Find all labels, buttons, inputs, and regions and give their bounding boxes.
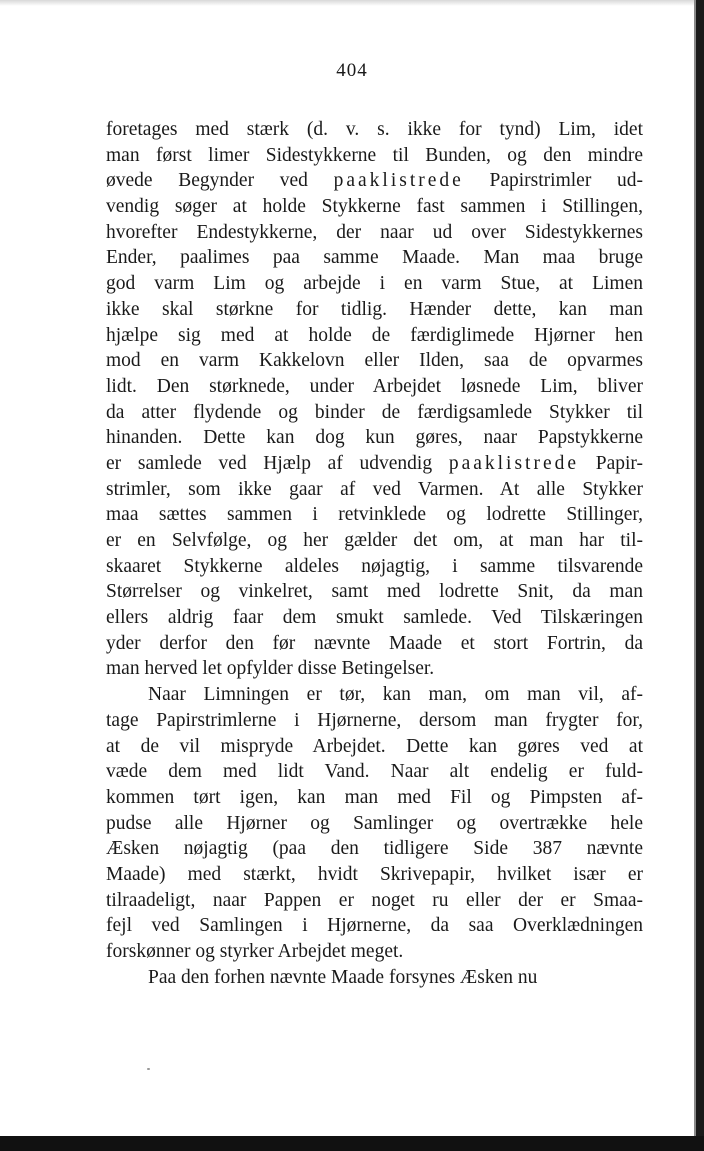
text-line: Naar Limningen er tør, kan man, om man vil, af- bbox=[148, 684, 643, 706]
text-line: hvorefter Endestykkerne, der naar ud over Sidestykkernes bbox=[106, 221, 643, 243]
text-line: strimler, som ikke gaar af ved Varmen. At alle Stykker bbox=[106, 478, 643, 500]
text-line: man først limer Sidestykkerne til Bunden, og den mindre bbox=[106, 144, 643, 166]
page-number: 404 bbox=[336, 60, 368, 81]
text-line: fejl ved Samlingen i Hjørnerne, da saa Overklædningen bbox=[106, 915, 643, 937]
paragraph bbox=[106, 682, 643, 965]
text-line: pudse alle Hjørner og Samlinger og overtrække hele bbox=[106, 812, 643, 834]
body-text bbox=[106, 117, 643, 990]
text-line: tage Papirstrimlerne i Hjørnerne, dersom man frygter for, bbox=[106, 709, 643, 731]
text-line: forskønner og styrker Arbejdet meget. bbox=[106, 941, 404, 962]
text-line: da atter flydende og binder de færdigsamlede Stykker til bbox=[106, 401, 643, 423]
emphasis-word: paaklistrede bbox=[448, 452, 580, 474]
text-line: yder derfor den før nævnte Maade et stort Fortrin, da bbox=[106, 632, 643, 654]
text-line: væde dem med lidt Vand. Naar alt endelig er fuld- bbox=[106, 761, 643, 783]
text-line: lidt. Den størknede, under Arbejdet løsnede Lim, bliver bbox=[106, 375, 643, 397]
text-line: ellers aldrig faar dem smukt samlede. Ved Tilskæringen bbox=[106, 607, 643, 629]
text-line: Paa den forhen nævnte Maade forsynes Æsken nu bbox=[148, 966, 538, 988]
text-line: man herved let opfylder disse Betingelser. bbox=[106, 658, 435, 680]
text-line: ikke skal størkne for tidlig. Hænder dette, kan man bbox=[106, 298, 643, 320]
text-line: maa sættes sammen i retvinklede og lodrette Stillinger, bbox=[106, 504, 643, 526]
text-line: hinanden. Dette kan dog kun gøres, naar Papstykkerne bbox=[106, 427, 643, 449]
text-line: skaaret Stykkerne aldeles nøjagtig, i samme tilsvarende bbox=[106, 555, 643, 577]
text-line: vendig søger at holde Stykkerne fast sammen i Stillingen, bbox=[106, 196, 643, 218]
scan-edge-bottom bbox=[0, 1136, 704, 1151]
text-line: er samlede ved Hjælp af udvendig paaklistrede Papir- bbox=[106, 452, 643, 474]
text-line: kommen tørt igen, kan man med Fil og Pimpsten af- bbox=[106, 786, 643, 808]
text-line: Æsken nøjagtig (paa den tidligere Side 387 nævnte bbox=[106, 838, 643, 860]
text-line: mod en varm Kakkelovn eller Ilden, saa de opvarmes bbox=[106, 350, 643, 372]
scan-edge-right bbox=[696, 0, 704, 1136]
paragraph bbox=[106, 117, 643, 682]
text-line: hjælpe sig med at holde de færdiglimede Hjørner hen bbox=[106, 324, 643, 346]
text-line: Maade) med stærkt, hvidt Skrivepapir, hvilket især er bbox=[106, 863, 643, 885]
text-line: Størrelser og vinkelret, samt med lodrette Snit, da man bbox=[106, 581, 643, 603]
text-line: at de vil mispryde Arbejdet. Dette kan gøres ved at bbox=[106, 735, 643, 757]
text-line: god varm Lim og arbejde i en varm Stue, at Limen bbox=[106, 273, 643, 295]
scan-edge-top bbox=[0, 0, 704, 6]
text-line: Ender, paalimes paa samme Maade. Man maa bruge bbox=[106, 247, 643, 269]
text-line: øvede Begynder ved paaklistrede Papirstrimler ud- bbox=[106, 170, 643, 192]
text-line: foretages med stærk (d. v. s. ikke for tynd) Lim, idet bbox=[106, 119, 643, 140]
text-line: tilraadeligt, naar Pappen er noget ru eller der er Smaa- bbox=[106, 889, 643, 911]
emphasis-word: paaklistrede bbox=[333, 170, 464, 192]
scan-speck bbox=[147, 1068, 150, 1070]
text-line: er en Selvfølge, og her gælder det om, at man har til- bbox=[106, 530, 643, 551]
paragraph bbox=[106, 965, 643, 991]
